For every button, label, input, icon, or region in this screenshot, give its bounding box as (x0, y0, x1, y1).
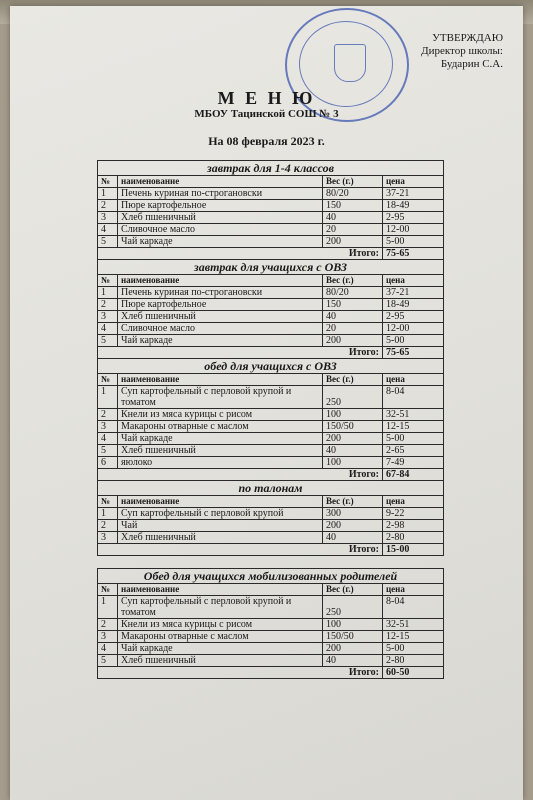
column-header-row (98, 275, 444, 287)
price-header: цена (383, 584, 444, 596)
dish-price: 5-00 (383, 335, 444, 347)
table-row (98, 445, 444, 457)
dish-weight: 300 (323, 508, 383, 520)
section-title-row (98, 359, 444, 374)
table-row (98, 596, 444, 619)
dish-name: Сливочное масло (118, 224, 323, 236)
dish-weight: 100 (323, 457, 383, 469)
table-row (98, 532, 444, 544)
column-header-row (98, 584, 444, 596)
weight-header: Вес (г.) (323, 374, 383, 386)
section-title-row (98, 161, 444, 176)
table-row (98, 655, 444, 667)
name-header: наименование (118, 584, 323, 596)
dish-name: Сливочное масло (118, 323, 323, 335)
dish-weight: 200 (323, 335, 383, 347)
table-row (98, 619, 444, 631)
table-row (98, 323, 444, 335)
number-header: № (98, 584, 118, 596)
table-row (98, 200, 444, 212)
row-number: 3 (98, 631, 118, 643)
weight-header: Вес (г.) (323, 275, 383, 287)
dish-name: Чай каркаде (118, 236, 323, 248)
dish-price: 12-00 (383, 224, 444, 236)
dish-weight: 150 (323, 200, 383, 212)
dish-price: 18-49 (383, 299, 444, 311)
row-number: 3 (98, 532, 118, 544)
column-header-row (98, 374, 444, 386)
dish-weight: 250 (323, 386, 383, 409)
row-number: 2 (98, 619, 118, 631)
total-value: 75-65 (383, 248, 444, 260)
dish-name: Суп картофельный с перловой крупой и томатом (118, 386, 323, 409)
total-row (98, 347, 444, 359)
dish-price: 32-51 (383, 409, 444, 421)
row-number: 1 (98, 287, 118, 299)
section-title: по талонам (98, 481, 444, 496)
row-number: 3 (98, 212, 118, 224)
price-header: цена (383, 275, 444, 287)
row-number: 5 (98, 445, 118, 457)
table-row (98, 508, 444, 520)
table-row (98, 311, 444, 323)
dish-name: Хлеб пшеничный (118, 311, 323, 323)
table-row (98, 299, 444, 311)
row-number: 5 (98, 335, 118, 347)
dish-name: Пюре картофельное (118, 299, 323, 311)
row-number: 2 (98, 409, 118, 421)
price-header: цена (383, 374, 444, 386)
row-number: 2 (98, 200, 118, 212)
dish-price: 37-21 (383, 287, 444, 299)
dish-name: Печень куриная по-строгановски (118, 188, 323, 200)
dish-name: Суп картофельный с перловой крупой (118, 508, 323, 520)
dish-weight: 100 (323, 409, 383, 421)
dish-weight: 20 (323, 224, 383, 236)
price-header: цена (383, 176, 444, 188)
table-row (98, 386, 444, 409)
stamp-emblem-icon (334, 44, 366, 82)
table-row (98, 643, 444, 655)
number-header: № (98, 374, 118, 386)
dish-price: 2-65 (383, 445, 444, 457)
table-row (98, 188, 444, 200)
total-row (98, 667, 444, 679)
dish-name: Кнели из мяса курицы с рисом (118, 409, 323, 421)
dish-price: 5-00 (383, 236, 444, 248)
column-header-row (98, 496, 444, 508)
dish-price: 2-95 (383, 311, 444, 323)
row-number: 1 (98, 508, 118, 520)
menu-table-container (97, 160, 443, 679)
dish-price: 8-04 (383, 386, 444, 409)
row-number: 5 (98, 236, 118, 248)
table-row (98, 236, 444, 248)
total-row (98, 544, 444, 556)
row-number: 3 (98, 311, 118, 323)
total-row (98, 248, 444, 260)
dish-weight: 40 (323, 655, 383, 667)
dish-price: 2-80 (383, 532, 444, 544)
approval-block (421, 32, 503, 71)
table-row (98, 421, 444, 433)
dish-name: Макароны отварные с маслом (118, 421, 323, 433)
total-row (98, 469, 444, 481)
row-number: 4 (98, 224, 118, 236)
section-spacer (98, 556, 444, 569)
total-value: 75-65 (383, 347, 444, 359)
menu-date: На 08 февраля 2023 г. (208, 134, 325, 148)
dish-weight: 80/20 (323, 188, 383, 200)
dish-weight: 40 (323, 445, 383, 457)
table-row (98, 631, 444, 643)
row-number: 1 (98, 386, 118, 409)
row-number: 4 (98, 433, 118, 445)
row-number: 1 (98, 596, 118, 619)
number-header: № (98, 176, 118, 188)
dish-weight: 200 (323, 236, 383, 248)
table-row (98, 335, 444, 347)
section-title: завтрак для 1-4 классов (98, 161, 444, 176)
dish-weight: 200 (323, 433, 383, 445)
dish-name: Чай (118, 520, 323, 532)
dish-name: Пюре картофельное (118, 200, 323, 212)
menu-table (97, 160, 444, 679)
number-header: № (98, 275, 118, 287)
total-label: Итого: (98, 667, 383, 679)
dish-price: 12-15 (383, 631, 444, 643)
table-row (98, 457, 444, 469)
spacer-cell (98, 556, 444, 569)
dish-price: 2-80 (383, 655, 444, 667)
dish-price: 12-00 (383, 323, 444, 335)
dish-name: Чай каркаде (118, 335, 323, 347)
dish-price: 2-98 (383, 520, 444, 532)
dish-name: Суп картофельный с перловой крупой и томатом (118, 596, 323, 619)
dish-weight: 40 (323, 311, 383, 323)
column-header-row (98, 176, 444, 188)
dish-name: Макароны отварные с маслом (118, 631, 323, 643)
price-header: цена (383, 496, 444, 508)
dish-price: 5-00 (383, 433, 444, 445)
section-title-row (98, 569, 444, 584)
table-row (98, 409, 444, 421)
dish-price: 37-21 (383, 188, 444, 200)
dish-name: Хлеб пшеничный (118, 532, 323, 544)
dish-name: яюлоко (118, 457, 323, 469)
dish-weight: 250 (323, 596, 383, 619)
dish-weight: 80/20 (323, 287, 383, 299)
row-number: 2 (98, 299, 118, 311)
dish-name: Хлеб пшеничный (118, 212, 323, 224)
dish-price: 7-49 (383, 457, 444, 469)
total-value: 15-00 (383, 544, 444, 556)
table-row (98, 433, 444, 445)
table-row (98, 212, 444, 224)
row-number: 6 (98, 457, 118, 469)
dish-name: Печень куриная по-строгановски (118, 287, 323, 299)
dish-price: 5-00 (383, 643, 444, 655)
dish-price: 18-49 (383, 200, 444, 212)
section-title: завтрак для учащихся с ОВЗ (98, 260, 444, 275)
row-number: 5 (98, 655, 118, 667)
dish-weight: 200 (323, 520, 383, 532)
total-label: Итого: (98, 469, 383, 481)
row-number: 4 (98, 643, 118, 655)
table-row (98, 520, 444, 532)
name-header: наименование (118, 275, 323, 287)
dish-price: 32-51 (383, 619, 444, 631)
row-number: 2 (98, 520, 118, 532)
section-title: обед для учащихся с ОВЗ (98, 359, 444, 374)
dish-name: Хлеб пшеничный (118, 445, 323, 457)
dish-weight: 150/50 (323, 631, 383, 643)
dish-name: Чай каркаде (118, 433, 323, 445)
name-header: наименование (118, 496, 323, 508)
total-label: Итого: (98, 347, 383, 359)
total-label: Итого: (98, 544, 383, 556)
dish-name: Чай каркаде (118, 643, 323, 655)
row-number: 3 (98, 421, 118, 433)
dish-weight: 40 (323, 532, 383, 544)
dish-weight: 200 (323, 643, 383, 655)
approval-name: Бударин С.А. (440, 58, 503, 70)
dish-price: 9-22 (383, 508, 444, 520)
total-value: 67-84 (383, 469, 444, 481)
approval-heading: УТВЕРЖДАЮ (432, 32, 503, 44)
dish-weight: 150/50 (323, 421, 383, 433)
dish-weight: 150 (323, 299, 383, 311)
dish-name: Кнели из мяса курицы с рисом (118, 619, 323, 631)
number-header: № (98, 496, 118, 508)
total-label: Итого: (98, 248, 383, 260)
weight-header: Вес (г.) (323, 584, 383, 596)
approval-position: Директор школы: (421, 45, 503, 57)
name-header: наименование (118, 176, 323, 188)
table-row (98, 287, 444, 299)
dish-weight: 20 (323, 323, 383, 335)
section-title-row (98, 260, 444, 275)
dish-weight: 40 (323, 212, 383, 224)
dish-price: 8-04 (383, 596, 444, 619)
row-number: 1 (98, 188, 118, 200)
dish-name: Хлеб пшеничный (118, 655, 323, 667)
dish-price: 2-95 (383, 212, 444, 224)
section-title: Обед для учащихся мобилизованных родителей (98, 569, 444, 584)
weight-header: Вес (г.) (323, 176, 383, 188)
row-number: 4 (98, 323, 118, 335)
dish-price: 12-15 (383, 421, 444, 433)
page-title: М Е Н Ю (217, 88, 316, 108)
name-header: наименование (118, 374, 323, 386)
school-name: МБОУ Тацинской СОШ № 3 (194, 108, 339, 120)
dish-weight: 100 (323, 619, 383, 631)
total-value: 60-50 (383, 667, 444, 679)
section-title-row (98, 481, 444, 496)
weight-header: Вес (г.) (323, 496, 383, 508)
table-row (98, 224, 444, 236)
